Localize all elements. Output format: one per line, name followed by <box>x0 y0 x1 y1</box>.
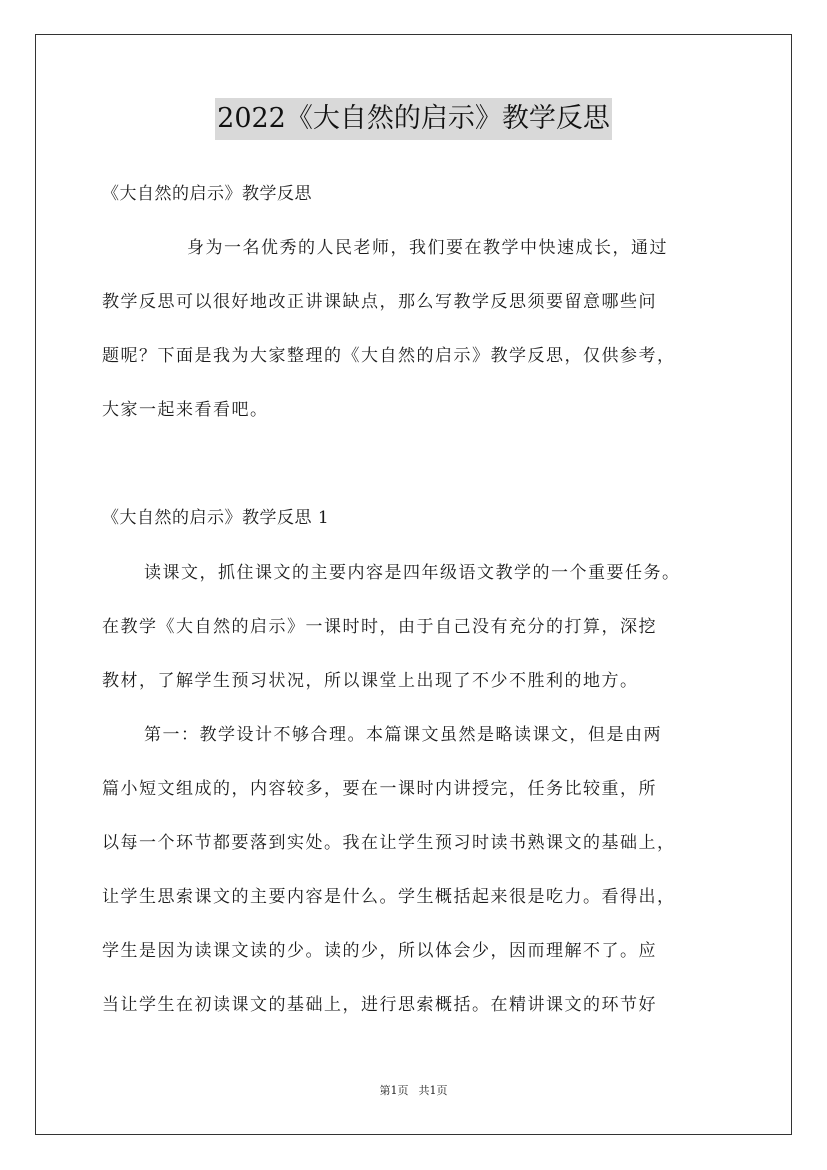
title-container <box>0 98 827 140</box>
page-total: 共1页 <box>418 1084 448 1097</box>
section1-para1-line-2: 在教学《大自然的启示》一课时时，由于自己没有充分的打算，深挖 <box>102 617 657 637</box>
section1-para2-line-6: 当让学生在初读课文的基础上，进行思索概括。在精讲课文的环节好 <box>102 995 657 1015</box>
intro-line-3: 题呢？下面是我为大家整理的《大自然的启示》教学反思，仅供参考， <box>102 346 676 366</box>
section1-para2-line-2: 篇小短文组成的，内容较多，要在一课时内讲授完，任务比较重，所 <box>102 779 657 799</box>
section1-heading: 《大自然的启示》教学反思 1 <box>102 508 330 528</box>
section1-para2-line-3: 以每一个环节都要落到实处。我在让学生预习时读书熟课文的基础上， <box>102 833 676 853</box>
section1-para2-line-1: 第一：教学设计不够合理。本篇课文虽然是略读课文，但是由两 <box>144 725 662 745</box>
intro-line-1: 身为一名优秀的人民老师，我们要在教学中快速成长，通过 <box>187 238 668 258</box>
section1-para2-line-4: 让学生思索课文的主要内容是什么。学生概括起来很是吃力。看得出， <box>102 887 676 907</box>
document-subtitle: 《大自然的启示》教学反思 <box>102 184 312 204</box>
intro-line-4: 大家一起来看看吧。 <box>102 400 269 420</box>
intro-line-2: 教学反思可以很好地改正讲课缺点，那么写教学反思须要留意哪些问 <box>102 292 657 312</box>
page-number: 第1页 <box>379 1084 409 1097</box>
page-footer <box>0 1082 827 1098</box>
document-title: 2022《大自然的启示》教学反思 <box>215 98 612 140</box>
section1-para1-line-3: 教材，了解学生预习状况，所以课堂上出现了不少不胜利的地方。 <box>102 671 639 691</box>
section1-para2-line-5: 学生是因为读课文读的少。读的少，所以体会少，因而理解不了。应 <box>102 941 657 961</box>
section1-para1-line-1: 读课文，抓住课文的主要内容是四年级语文教学的一个重要任务。 <box>144 563 681 583</box>
